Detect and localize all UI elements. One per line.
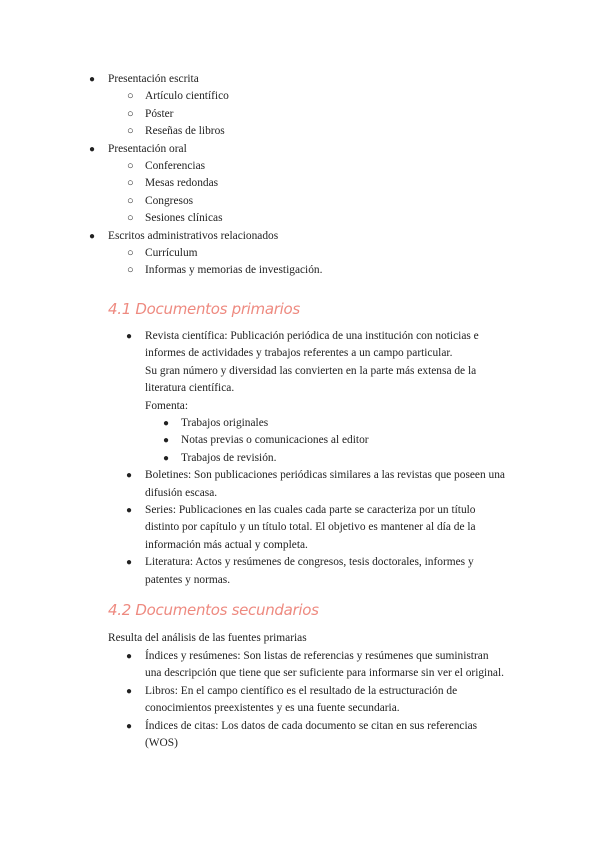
- list-item: ○ Currículum: [0, 245, 600, 262]
- list-item: ● Series: Publicaciones en las cuales cada parte se caracteriza por un título distinto por capítulo y un título total. El objetivo es mantener al día de la información más actual y completa.: [126, 504, 476, 551]
- circle-bullet-icon: ○: [127, 194, 134, 207]
- bullet-icon: ●: [126, 651, 133, 662]
- bullet-icon: ●: [163, 452, 170, 464]
- section2-list: [0, 648, 600, 752]
- circle-bullet-icon: ○: [127, 264, 134, 277]
- list-item: ○ Póster: [0, 106, 600, 123]
- circle-bullet-icon: ○: [127, 177, 134, 190]
- bullet-icon: ●: [126, 331, 133, 342]
- circle-bullet-icon: ○: [127, 160, 134, 173]
- circle-bullet-icon: ○: [127, 247, 134, 260]
- bullet-icon: ●: [126, 505, 133, 517]
- list-item: ● Índices de citas: Los datos de cada documento se citan en sus referencias (WOS): [126, 719, 478, 750]
- list-item: ○ Informas y memorias de investigación.: [0, 262, 600, 279]
- list-item: ○ Conferencias: [0, 158, 600, 175]
- list-item: ○ Congresos: [0, 193, 600, 210]
- list-item: ○ Sesiones clínicas: [0, 210, 600, 227]
- list-item: ● Presentación oral: [0, 141, 600, 158]
- list-item: ○ Artículo científico: [0, 88, 600, 105]
- bullet-icon: ●: [89, 230, 96, 242]
- bullet-icon: ●: [126, 685, 133, 697]
- bullet-icon: ●: [126, 557, 133, 569]
- list-item: ● Presentación escrita: [0, 71, 600, 88]
- list-item: ● Índices y resúmenes: Son listas de referencias y resúmenes que suministran una descripción que tiene que ser suficiente para informarse sin ver el original.: [126, 650, 504, 680]
- bullet-icon: ●: [163, 418, 170, 430]
- bullet-icon: ●: [89, 74, 96, 85]
- bullet-icon: ●: [126, 720, 133, 732]
- circle-bullet-icon: ○: [127, 125, 134, 138]
- top-list: [0, 71, 600, 280]
- list-item: ● Trabajos originales: [0, 415, 600, 432]
- list-item: ● Escritos administrativos relacionados: [0, 228, 600, 245]
- list-item: ○ Reseñas de libros: [0, 123, 600, 140]
- bullet-icon: ●: [163, 435, 170, 447]
- list-item: ● Trabajos de revisión.: [0, 450, 600, 467]
- section1-list: [0, 328, 600, 589]
- circle-bullet-icon: ○: [127, 90, 134, 103]
- list-item: ● Libros: En el campo científico es el resultado de la estructuración de conocimientos preexistentes y es una fuente secundaria.: [126, 684, 458, 715]
- section-heading: 4.1 Documentos primarios: [108, 300, 300, 318]
- circle-bullet-icon: ○: [127, 107, 134, 120]
- section-intro: Resulta del análisis de las fuentes primarias: [108, 632, 307, 644]
- list-item: ● Boletines: Son publicaciones periódicas similares a las revistas que poseen una difusión escasa.: [126, 469, 505, 499]
- bullet-icon: ●: [126, 470, 133, 482]
- list-item: ○ Mesas redondas: [0, 175, 600, 192]
- list-item: ● Literatura: Actos y resúmenes de congresos, tesis doctorales, informes y patentes y normas.: [126, 556, 474, 586]
- list-item: ● Revista científica: Publicación periódica de una institución con noticias e informes de actividades y trabajos referentes a un campo particular. Su gran número y diversidad las convierten en la parte más extensa de la literatura científica. Fomenta:: [126, 330, 479, 412]
- bullet-icon: ●: [89, 143, 96, 155]
- section-heading: 4.2 Documentos secundarios: [108, 601, 319, 619]
- list-item: ● Notas previas o comunicaciones al editor: [0, 432, 600, 449]
- circle-bullet-icon: ○: [127, 212, 134, 225]
